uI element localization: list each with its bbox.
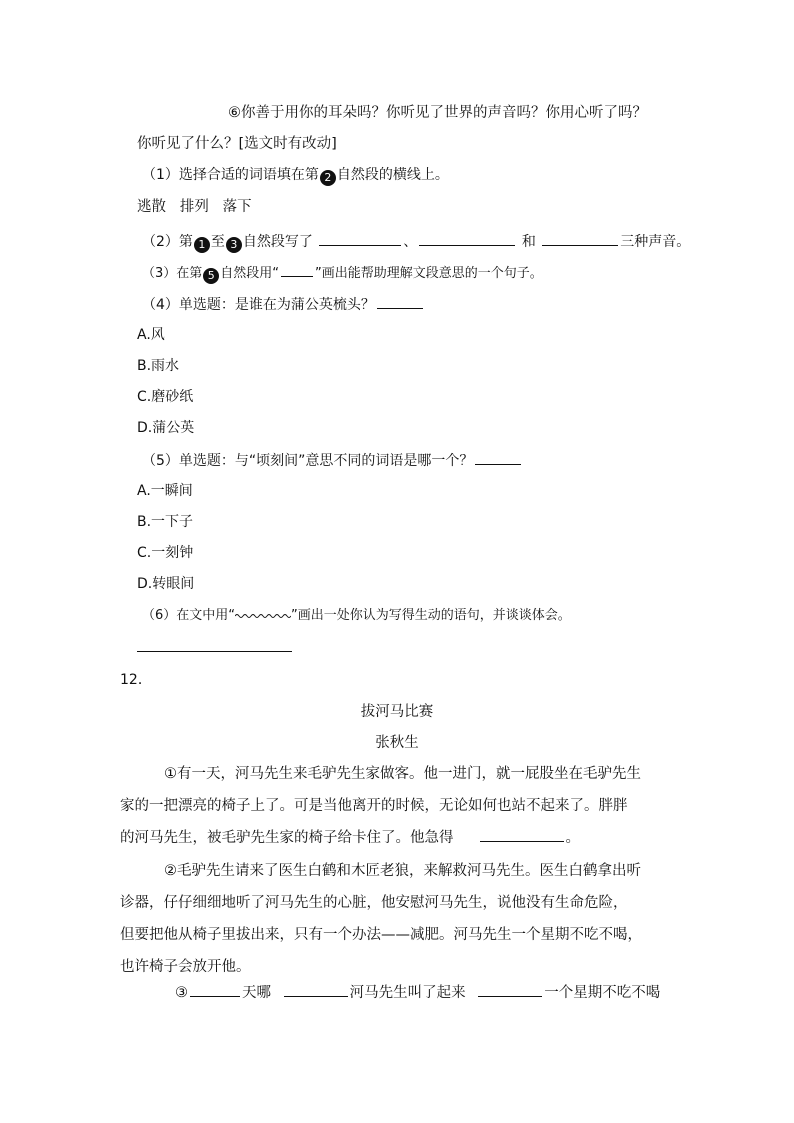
question-6 bbox=[142, 606, 571, 626]
q1-text: （1）选择合适的词语填在第 bbox=[142, 167, 319, 183]
q3-text-post: 自然段用“ bbox=[220, 266, 280, 281]
q2-sep1: 、 bbox=[403, 234, 418, 250]
answer-blank[interactable] bbox=[542, 231, 618, 246]
answer-blank[interactable] bbox=[284, 982, 348, 997]
answer-blank[interactable] bbox=[478, 982, 542, 997]
q3-text-end: ”画出能帮助理解文段意思的一个句子。 bbox=[315, 266, 543, 281]
circled-number: 2 bbox=[320, 170, 336, 186]
p1-end: 。 bbox=[565, 830, 580, 846]
p3-text-a: 天哪 bbox=[242, 985, 271, 1001]
passage-title: 拔河马比赛 bbox=[360, 704, 434, 720]
option-d[interactable]: D.蒲公英 bbox=[137, 420, 195, 436]
option-d[interactable]: D.转眼间 bbox=[137, 576, 195, 592]
option-b[interactable]: B.一下子 bbox=[137, 514, 194, 530]
p3-text-c: 一个星期不吃不喝 bbox=[544, 985, 661, 1001]
option-c[interactable]: C.磨砂纸 bbox=[137, 389, 194, 405]
q3-text: （3）在第 bbox=[142, 266, 203, 281]
answer-blank[interactable] bbox=[480, 827, 564, 842]
q6-text-end: ”画出一处你认为写得生动的语句，并谈谈体会。 bbox=[291, 608, 571, 623]
q4-text: （4）单选题：是谁在为蒲公英梳头？ bbox=[142, 297, 375, 313]
q2-sep2: 和 bbox=[521, 234, 536, 250]
passage-author: 张秋生 bbox=[375, 735, 419, 751]
question-2 bbox=[142, 231, 690, 253]
answer-blank[interactable] bbox=[475, 450, 521, 465]
q2-end: 三种声音。 bbox=[620, 234, 691, 250]
q1-text-end: 自然段的横线上。 bbox=[336, 167, 449, 183]
p1-line: ①有一天，河马先生来毛驴先生家做客。他一进门，就一屁股坐在毛驴先生 bbox=[164, 766, 641, 782]
circled-number-a: 1 bbox=[194, 237, 210, 253]
paragraph-1 bbox=[120, 758, 676, 854]
answer-blank[interactable] bbox=[190, 982, 240, 997]
q2-mid: 至 bbox=[210, 234, 225, 250]
answer-blank[interactable] bbox=[319, 231, 401, 246]
option-a[interactable]: A.风 bbox=[137, 327, 165, 343]
option-a[interactable]: A.一瞬间 bbox=[137, 483, 193, 499]
p2-line: 诊器，仔仔细细地听了河马先生的心脏，他安慰河马先生，说他没有生命危险， bbox=[120, 895, 628, 911]
underline-sample bbox=[281, 262, 313, 277]
question-number: 12． bbox=[120, 672, 152, 688]
p3-start: ③ bbox=[175, 985, 188, 1001]
circled-number-b: 3 bbox=[226, 237, 242, 253]
question-3 bbox=[142, 262, 543, 284]
wavy-underline-sample bbox=[235, 613, 291, 619]
q2-text-post: 自然段写了 bbox=[242, 234, 313, 250]
p3-text-b: 河马先生叫了起来 bbox=[349, 985, 466, 1001]
q2-text: （2）第 bbox=[142, 234, 193, 250]
answer-blank[interactable] bbox=[419, 231, 515, 246]
option-c[interactable]: C.一刻钟 bbox=[137, 545, 194, 561]
question-4 bbox=[142, 294, 425, 315]
paragraph-2 bbox=[120, 855, 676, 983]
question-5 bbox=[142, 450, 523, 471]
p1-line: 家的一把漂亮的椅子上了。可是当他离开的时候，无论如何也站不起来了。胖胖 bbox=[120, 798, 628, 814]
p2-line: 也许椅子会放开他。 bbox=[120, 959, 251, 975]
answer-blank[interactable] bbox=[377, 294, 423, 309]
q5-text: （5）单选题：与“顷刻间”意思不同的词语是哪一个？ bbox=[142, 453, 474, 469]
question-1 bbox=[142, 165, 449, 186]
option-b[interactable]: B.雨水 bbox=[137, 358, 180, 374]
passage-line-p6: ⑥你善于用你的耳朵吗？你听见了世界的声音吗？你用心听了吗？ bbox=[228, 105, 647, 121]
passage-line-p6-cont: 你听见了什么？[选文时有改动] bbox=[137, 136, 337, 152]
p2-line: ②毛驴先生请来了医生白鹤和木匠老狼，来解救河马先生。医生白鹤拿出听 bbox=[164, 863, 641, 879]
word-bank: 逃散 排列 落下 bbox=[137, 199, 252, 215]
answer-line[interactable] bbox=[137, 651, 292, 652]
paragraph-3 bbox=[175, 982, 660, 1003]
circled-number: 5 bbox=[203, 268, 219, 284]
q6-text: （6）在文中用“ bbox=[142, 608, 236, 623]
p1-line: 的河马先生，被毛驴先生家的椅子给卡住了。他急得 bbox=[120, 830, 454, 846]
p2-line: 但要把他从椅子里拔出来，只有一个办法——减肥。河马先生一个星期不吃不喝， bbox=[120, 927, 642, 943]
